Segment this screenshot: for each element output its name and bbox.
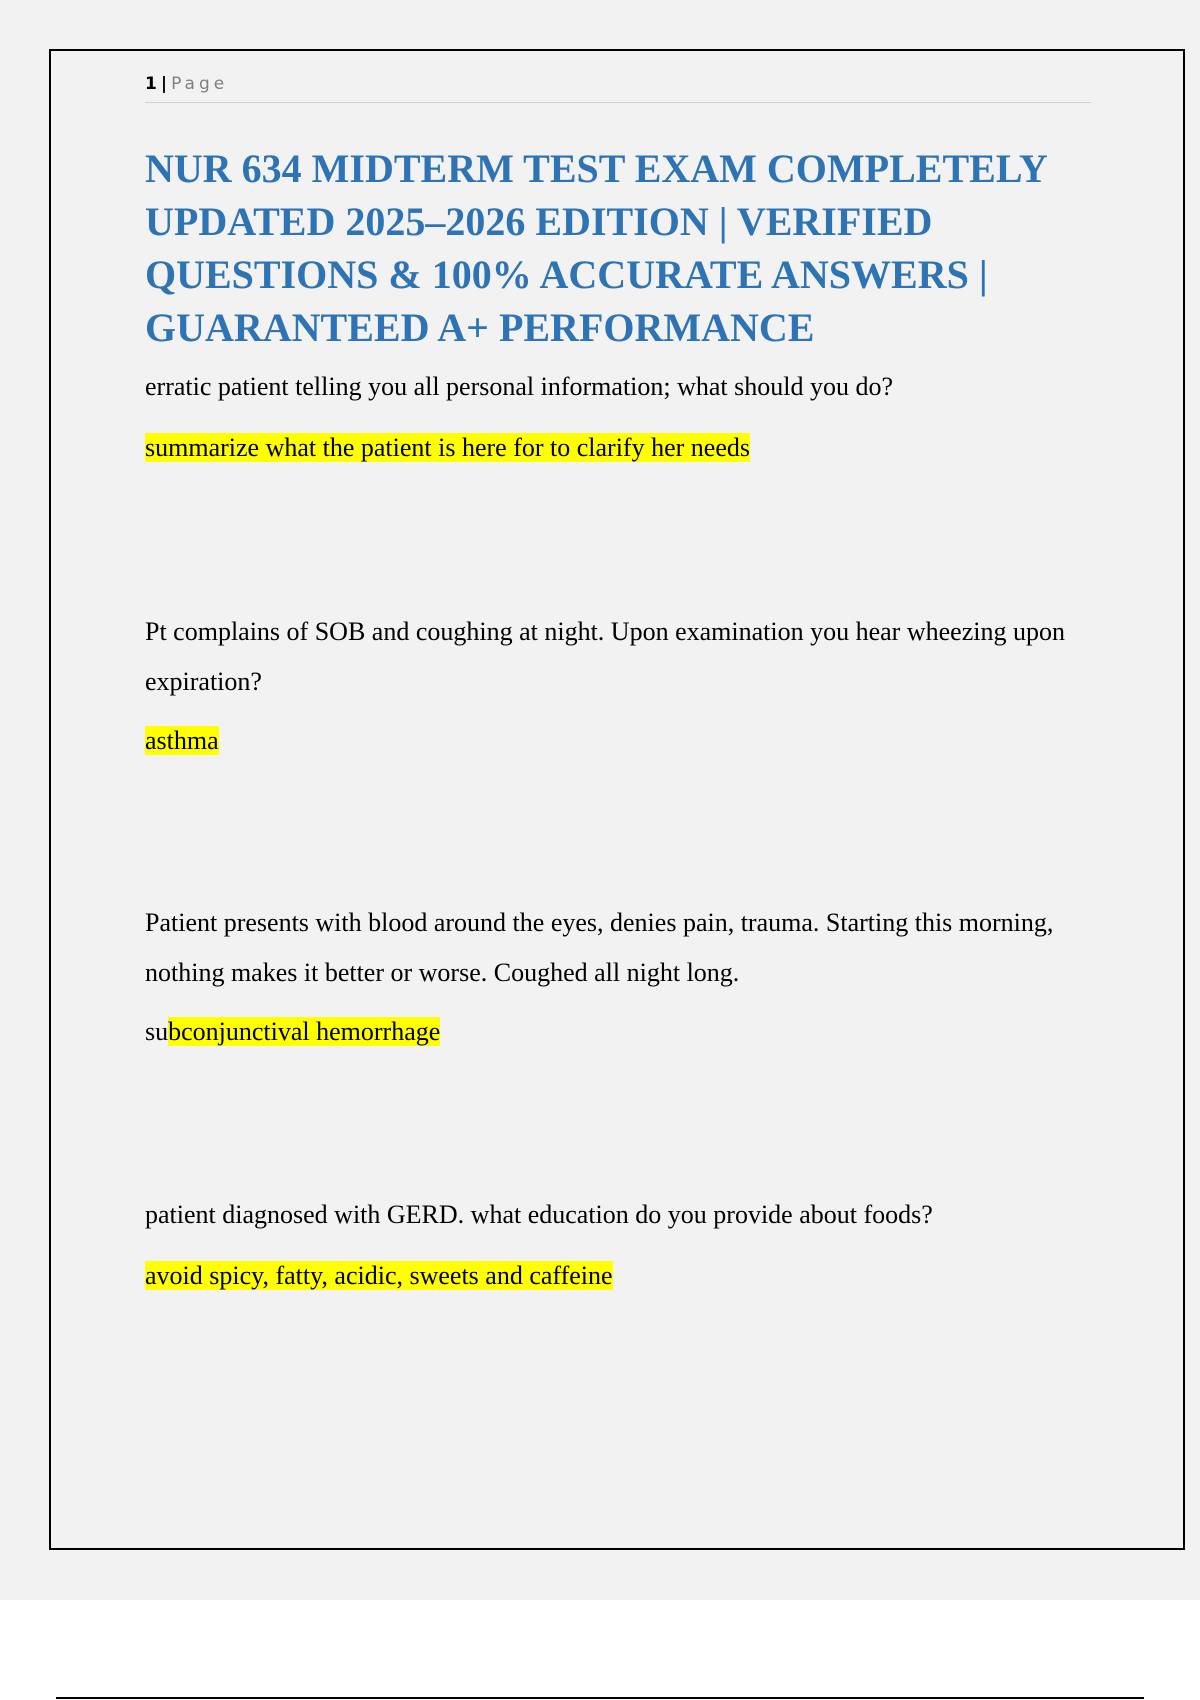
page-label: Page [171,74,229,94]
page-separator: | [160,74,168,94]
answer-4 [145,1251,1095,1301]
question-2: Pt complains of SOB and coughing at night. Upon examination you hear wheezing upon expiration? [145,617,1065,696]
question-1: erratic patient telling you all personal information; what should you do? [145,372,894,401]
answer-1-highlight: summarize what the patient is here for to clarify her needs [145,433,750,462]
answer-3-prefix: su [145,1017,169,1046]
answer-4-highlight: avoid spicy, fatty, acidic, sweets and caffeine [145,1261,613,1290]
question-4: patient diagnosed with GERD. what education do you provide about foods? [145,1200,933,1229]
answer-2-highlight: asthma [145,726,219,755]
page-number: 1 [145,74,157,94]
next-page-rule [56,1697,1144,1699]
answer-2 [145,716,1095,766]
document-title: NUR 634 MIDTERM TEST EXAM COMPLETELY UPDATED 2025–2026 EDITION | VERIFIED QUESTIONS & 100% ACCURATE ANSWERS | GUARANTEED A+ PERFORMANCE [145,146,1047,350]
question-3: Patient presents with blood around the eyes, denies pain, trauma. Starting this morning, nothing makes it better or worse. Coughed all night long. [145,908,1054,987]
answer-1 [145,423,1095,473]
answer-3 [145,1007,1095,1057]
page-header [145,70,1091,103]
answer-3-highlight: bconjunctival hemorrhage [168,1017,441,1046]
